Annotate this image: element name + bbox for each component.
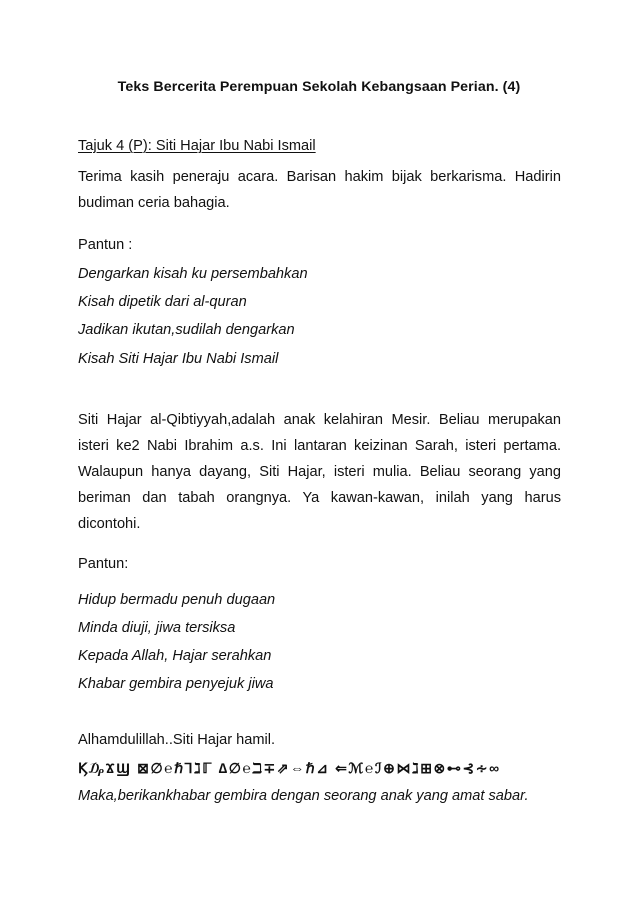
pantun-2-line-2: Minda diuji, jiwa tersiksa [78,620,236,636]
garbled-text-line: Ϗ₯ϪϢ ⊠∅℮ℏ⅂ℷℾ ∆∅℮ℶ∓⇗⇔ℏ⊿ ⇐ℳ℮ℐ⊕⋈ℷ⊞⊗⊷⊰∻∞ [78,760,501,776]
pantun-1-line-4: Kisah Siti Hajar Ibu Nabi Ismail [78,351,279,367]
pantun-2-line-4: Khabar gembira penyejuk jiwa [78,676,274,692]
closing-paragraph: Alhamdulillah..Siti Hajar hamil. [78,732,276,748]
document-title: Teks Bercerita Perempuan Sekolah Kebangsaan Perian. (4) [117,79,521,95]
pantun-2-line-1: Hidup bermadu penuh dugaan [78,592,276,608]
pantun-1-line-1: Dengarkan kisah ku persembahkan [78,266,308,282]
story-paragraph: Siti Hajar al-Qibtiyyah,adalah anak kelahiran Mesir. Beliau merupakan isteri ke2 Nabi Ibrahim a.s. Ini lantaran keizinan Sarah, isteri pertama. Walaupun hanya dayang, Siti Hajar, isteri mulia. Beliau seorang yang beriman dan tabah orangnya. Ya kawan-kawan, inilah yang harus dicontohi. [78,412,561,532]
pantun-2-line-3: Kepada Allah, Hajar serahkan [78,648,272,664]
pantun-1-line-2: Kisah dipetik dari al-quran [78,294,247,310]
pantun-1-line-3: Jadikan ikutan,sudilah dengarkan [78,322,295,338]
final-line: Maka,berikankhabar gembira dengan seorang anak yang amat sabar. [78,788,529,804]
pantun-2-label: Pantun: [78,556,129,572]
intro-paragraph: Terima kasih peneraju acara. Barisan hakim bijak berkarisma. Hadirin budiman ceria bahagia. [78,169,561,211]
pantun-1-label: Pantun : [78,237,133,253]
topic-subtitle: Tajuk 4 (P): Siti Hajar Ibu Nabi Ismail [78,138,316,154]
